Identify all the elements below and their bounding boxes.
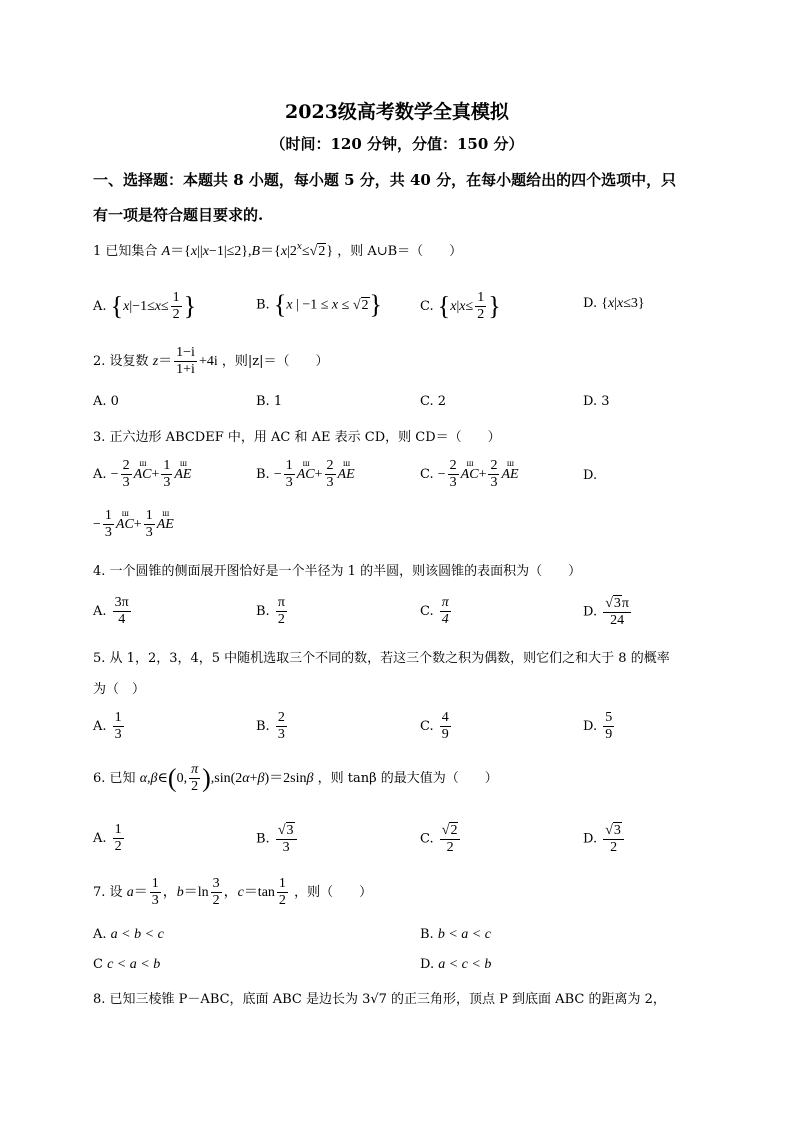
option-label: A.	[93, 831, 107, 846]
question-stem-suffix: ，则 A∪B＝（ ）	[337, 244, 463, 259]
option-d: D. 3	[583, 394, 610, 409]
question-stem-prefix: 设复数	[109, 354, 149, 369]
option-d: D. $\frac{√3}{2}$	[583, 822, 626, 856]
option-label: D.	[583, 296, 598, 311]
question-7: 7. 设 a＝ $\frac{1}{3}$ ，b＝ln $\frac{3}{2}$ ，c＝tan $\frac{1}{2}$ ，则（ ）	[93, 876, 373, 908]
question-number: 6.	[93, 771, 106, 786]
option-label: C	[93, 957, 103, 972]
question-4	[93, 560, 581, 579]
option-d: D. $\frac{√3\pi}{24}$	[583, 596, 629, 628]
option-label: D.	[583, 604, 598, 620]
option-b: B. $\frac{√3}{3}$	[256, 822, 299, 856]
question-stem-suffix: ，则 tanβ 的最大值为（ ）	[317, 771, 498, 786]
option-c: C. − $\frac{2}{3}$ ш AC+ $\frac{2}{3}$ ш AE	[420, 458, 519, 491]
option-label: B.	[256, 297, 270, 313]
option-label: D.	[583, 719, 598, 734]
question-stem: 已知三棱锥 P－ABC，底面 ABC 是边长为 3√7 的正三角形，顶点 P 到底面 ABC 的距离为 2，	[109, 992, 666, 1007]
question-1: 1 已知集合 $A=\{x||x-1|\le 2\},B=\{x|2^x\le√2\}$ ，则 A∪B＝（ ）	[93, 242, 463, 259]
option-label: D.	[420, 957, 435, 972]
option-label: B.	[256, 467, 270, 482]
section-heading-line1: 一、选择题：本题共 8 小题，每小题 5 分，共 40 分，在每小题给出的四个选项中，只	[93, 171, 677, 189]
question-number: 5.	[93, 651, 106, 666]
option-label: B.	[256, 604, 270, 619]
question-3	[93, 426, 501, 445]
option-d: D. $\frac{5}{9}$	[583, 710, 613, 742]
page-title: 2023级高考数学全真模拟	[285, 101, 509, 123]
question-number: 8.	[93, 992, 106, 1007]
option-label: A.	[93, 467, 107, 482]
question-5	[93, 647, 670, 666]
option-label: D.	[583, 831, 598, 847]
math-set-definition: A	[161, 244, 171, 259]
question-stem: 正六边形 ABCDEF 中，用 AC 和 AE 表示 CD，则 CD＝（ ）	[109, 430, 501, 445]
question-stem-line1: 从 1，2，3，4，5 中随机选取三个不同的数，若这三个数之积为偶数，则它们之和大于 8 的概率	[109, 651, 670, 666]
option-a: A. 0	[93, 394, 119, 409]
option-d	[420, 957, 491, 973]
option-b: B. {x | −1 ≤ x ≤ √2}	[256, 290, 382, 319]
option-a: A. − $\frac{2}{3}$ ш AC+ $\frac{1}{3}$ ш AE	[93, 458, 191, 491]
option-c	[93, 957, 160, 973]
option-b: B. 1	[256, 394, 283, 409]
option-label: C.	[420, 467, 434, 482]
option-d-label: D.	[583, 468, 598, 483]
question-stem: 一个圆锥的侧面展开图恰好是一个半径为 1 的半圆，则该圆锥的表面积为（ ）	[109, 564, 582, 579]
option-label: A.	[93, 299, 107, 314]
option-a: A. $\frac{1}{2}$	[93, 822, 122, 854]
option-label: C.	[420, 299, 434, 314]
option-c: C. $\frac{√2}{2}$	[420, 822, 462, 856]
option-label: C.	[420, 831, 434, 847]
option-label: A.	[93, 927, 107, 942]
option-c: C. $\frac{4}{9}$	[420, 710, 449, 742]
option-label: B.	[420, 927, 434, 942]
option-text: a < c < b	[438, 957, 492, 972]
option-d: − $\frac{1}{3}$ ш AC+ $\frac{1}{3}$ ш AE	[93, 508, 174, 541]
question-stem-prefix: 已知	[109, 771, 136, 786]
option-c: C. {x|x≤ $\frac{1}{2}$ }	[420, 290, 501, 322]
question-8	[93, 988, 666, 1007]
option-c: C. 2	[420, 394, 447, 409]
option-label: A.	[93, 719, 107, 734]
option-text: a < b < c	[110, 927, 164, 942]
option-a: A. {x|−1≤x≤ $\frac{1}{2}$ }	[93, 290, 197, 322]
question-number: 3.	[93, 430, 106, 445]
option-label: B.	[256, 719, 270, 734]
question-stem-suffix: ，则|z|＝（ ）	[221, 354, 329, 369]
exam-info: （时间：120 分钟，分值：150 分）	[270, 135, 524, 153]
option-a	[93, 927, 164, 943]
question-number: 4.	[93, 564, 106, 579]
option-text: c < a < b	[107, 957, 161, 972]
question-number: 1	[93, 244, 102, 259]
question-stem-prefix: 已知集合	[105, 244, 158, 259]
option-b: B. − $\frac{1}{3}$ ш AC+ $\frac{2}{3}$ ш AE	[256, 458, 355, 491]
option-b: B. $\frac{2}{3}$	[256, 710, 285, 742]
question-2: 2. 设复数 z＝ $\frac{1-i}{1+i}$ +4i ，则|z|＝（ ）	[93, 345, 329, 377]
section-heading-line2: 有一项是符合题目要求的.	[93, 206, 264, 224]
option-a: A. $\frac{3\pi}{4}$	[93, 595, 129, 627]
question-stem-prefix: 设	[109, 885, 123, 900]
question-6: 6. 已知 α,β∈(0, $\frac{\pi}{2}$ ),sin(2α+β)＝2sinβ ，则 tanβ 的最大值为（ ）	[93, 762, 498, 794]
question-5-line2: 为（ ）	[93, 682, 146, 697]
question-number: 7.	[93, 885, 106, 900]
option-label: A.	[93, 604, 107, 619]
option-label: B.	[256, 831, 270, 847]
option-b: B. $\frac{\pi}{2}$	[256, 595, 285, 627]
question-stem-suffix: ，则（ ）	[294, 885, 373, 900]
option-d: D. {x|x≤3}	[583, 296, 645, 311]
option-c: C. $\frac{\pi}{4}$	[420, 595, 449, 627]
option-text: b < a < c	[437, 927, 491, 942]
question-number: 2.	[93, 354, 106, 369]
option-label: C.	[420, 719, 434, 734]
option-label: C.	[420, 604, 434, 619]
option-a: A. $\frac{1}{3}$	[93, 710, 122, 742]
option-b	[420, 927, 491, 943]
